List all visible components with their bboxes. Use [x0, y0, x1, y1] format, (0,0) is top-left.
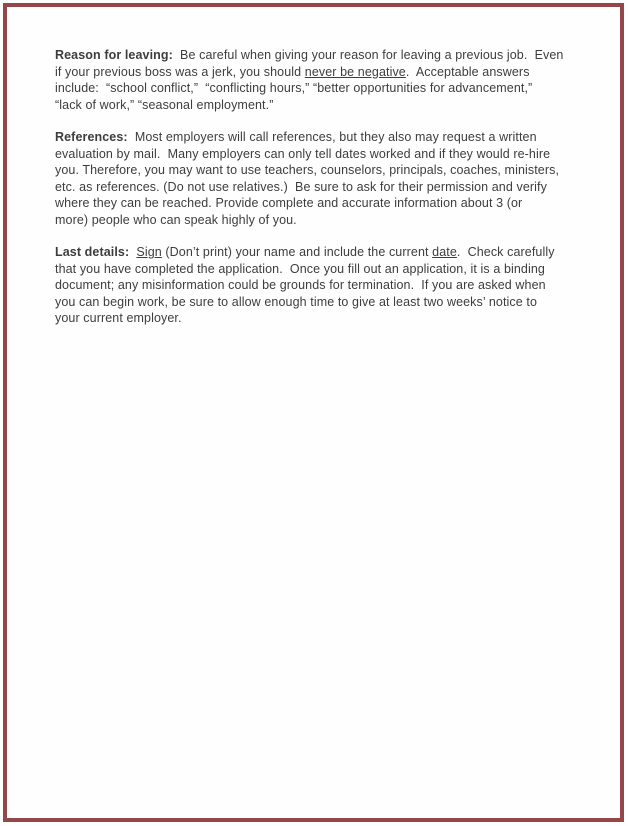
body-text: Most employers will call references, but they also may request a written — [127, 130, 537, 144]
text-line — [55, 64, 600, 81]
text-line — [55, 146, 600, 163]
document-body — [55, 47, 600, 343]
text-line — [55, 244, 600, 261]
body-text: more) people who can speak highly of you. — [55, 212, 297, 227]
body-text: document; any misinformation could be grounds for termination. If you are asked when — [55, 278, 546, 292]
body-text: you. Therefore, you may want to use teachers, counselors, principals, coaches, ministers, — [55, 163, 560, 177]
body-text: . Check carefully — [456, 245, 555, 259]
underlined-text: date — [432, 245, 457, 259]
text-line — [55, 179, 600, 196]
underlined-text: Sign — [136, 245, 162, 259]
body-text: (Don’t print) your name and include the current — [161, 245, 433, 259]
lead-in-label: Last details: — [55, 245, 130, 259]
body-text: “lack of work,” “seasonal employment.” — [55, 97, 274, 112]
paragraph-1 — [55, 47, 600, 113]
text-line — [55, 212, 600, 229]
text-line — [55, 47, 600, 64]
body-text: include: “school conflict,” “conflicting hours,” “better opportunities for advancement,” — [55, 81, 533, 95]
body-text: Be careful when giving your reason for leaving a previous job. Even — [172, 48, 564, 62]
lead-in-label: References: — [55, 130, 128, 144]
text-line — [55, 129, 600, 146]
lead-in-label: Reason for leaving: — [55, 48, 173, 62]
body-text: etc. as references. (Do not use relatives.) Be sure to ask for their permission and verify — [55, 179, 547, 194]
text-line — [55, 80, 600, 97]
paragraph-2 — [55, 129, 600, 228]
body-text: where they can be reached. Provide complete and accurate information about 3 (or — [55, 196, 523, 210]
body-text: that you have completed the application. Once you fill out an application, it is a binding — [55, 261, 545, 276]
text-line — [55, 97, 600, 114]
text-line — [55, 261, 600, 278]
body-text: evaluation by mail. Many employers can only tell dates worked and if they would re-hire — [55, 146, 551, 161]
text-line — [55, 162, 600, 179]
text-line — [55, 277, 600, 294]
text-line — [55, 294, 600, 311]
body-text: your current employer. — [55, 311, 182, 325]
text-line — [55, 195, 600, 212]
paragraph-3 — [55, 244, 600, 327]
text-line — [55, 310, 600, 327]
body-text: you can begin work, be sure to allow enough time to give at least two weeks’ notice to — [55, 294, 538, 309]
body-text: if your previous boss was a jerk, you should — [55, 64, 305, 79]
underlined-text: never be negative — [304, 64, 406, 79]
body-text: . Acceptable answers — [405, 64, 530, 79]
